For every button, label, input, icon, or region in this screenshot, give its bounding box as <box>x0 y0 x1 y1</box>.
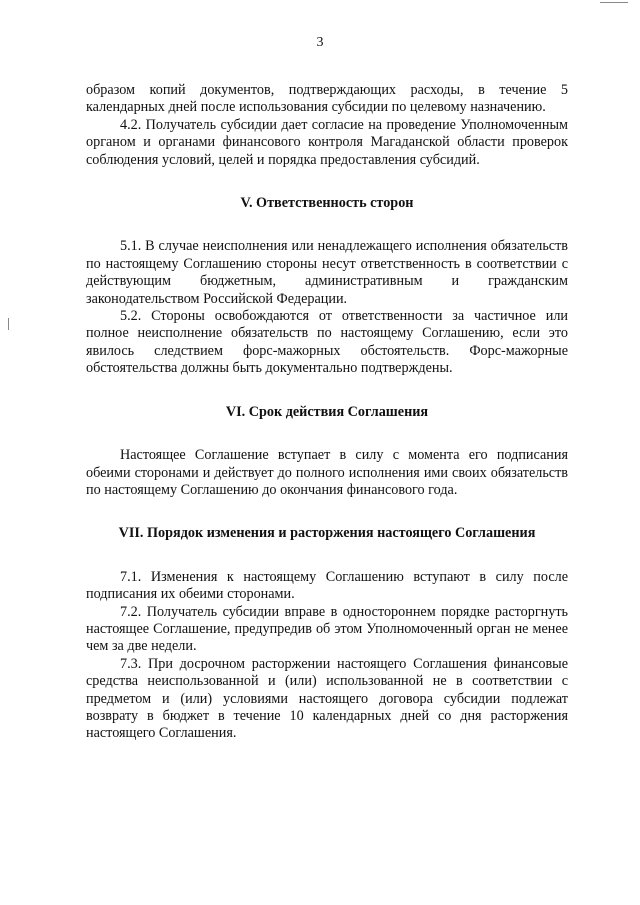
scan-artifact <box>8 318 9 330</box>
section-heading: V. Ответственность сторон <box>240 195 414 212</box>
paragraph: 4.2. Получатель субсидии дает согласие на проведение Уполномоченным органом и органами финансового контроля Магаданской области проверок соблюдения условий, целей и порядка предоставления субсидий. <box>86 116 568 168</box>
paragraph: 7.1. Изменения к настоящему Соглашению вступают в силу после подписания их обеими сторонами. <box>86 568 568 603</box>
paragraph: образом копий документов, подтверждающих расходы, в течение 5 календарных дней после использования субсидии по целевому назначению. <box>86 82 568 116</box>
page-number: 3 <box>316 35 324 50</box>
section-vi <box>86 404 568 500</box>
section-heading: VII. Порядок изменения и расторжения настоящего Соглашения <box>118 525 536 542</box>
section-vii <box>86 525 568 742</box>
section-heading: VI. Срок действия Соглашения <box>225 403 429 420</box>
section-continuation <box>86 82 568 169</box>
paragraph: 5.1. В случае неисполнения или ненадлежащего исполнения обязательств по настоящему Соглашению стороны несут ответственность в соответствии с действующим бюджетным, административным и гражданским законодательством Российской Федерации. <box>86 238 568 307</box>
scan-artifact <box>600 2 628 3</box>
document-body <box>86 82 568 743</box>
paragraph: 7.3. При досрочном расторжении настоящего Соглашения финансовые средства неиспользованной и (или) использованной не в соответствии с предметом и (или) условиями настоящего договора субсидии подлежат возврату в бюджет в течение 10 календарных дней со дня расторжения настоящего Соглашения. <box>86 655 568 742</box>
section-v <box>86 195 568 378</box>
paragraph: 7.2. Получатель субсидии вправе в одностороннем порядке расторгнуть настоящее Соглашение, предупредив об этом Уполномоченный орган не менее чем за две недели. <box>86 603 568 655</box>
paragraph: 5.2. Стороны освобождаются от ответственности за частичное или полное неисполнение обязательств по настоящему Соглашению, если это явилось следствием форс-мажорных обстоятельств. Форс-мажорные обстоятельства должны быть документально подтверждены. <box>86 308 568 377</box>
paragraph: Настоящее Соглашение вступает в силу с момента его подписания обеими сторонами и действует до полного исполнения ими своих обязательств по настоящему Соглашению до окончания финансового года. <box>86 447 568 498</box>
